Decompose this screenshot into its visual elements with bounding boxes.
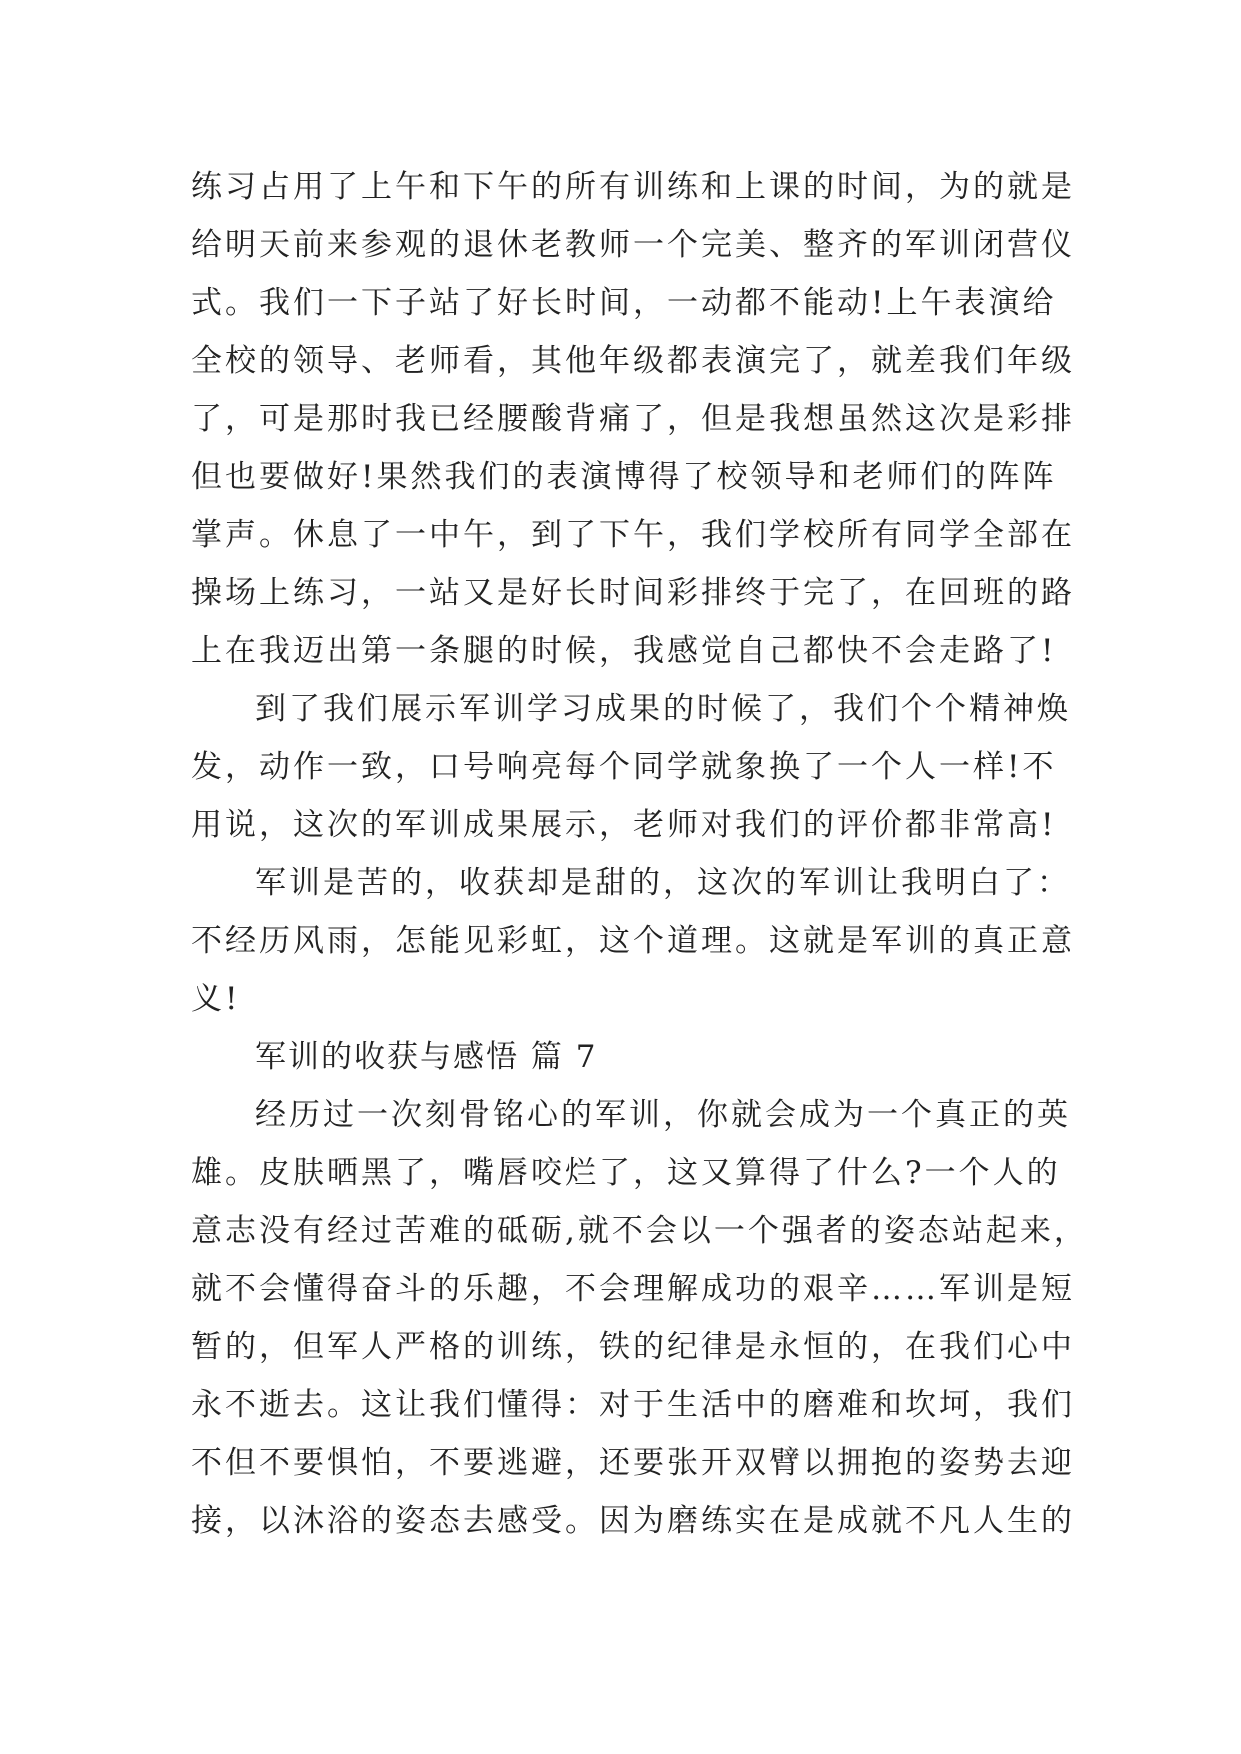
paragraph-line: 军训是苦的，收获却是甜的，这次的军训让我明白了：	[255, 865, 1071, 901]
paragraph-line: 但也要做好!果然我们的表演博得了校领导和老师们的阵阵	[191, 459, 1057, 495]
paragraph-line: 义!	[191, 981, 241, 1017]
paragraph-line: 到了我们展示军训学习成果的时候了，我们个个精神焕	[255, 691, 1071, 727]
paragraph-line: 上在我迈出第一条腿的时候，我感觉自己都快不会走路了!	[191, 633, 1057, 669]
paragraph-line: 给明天前来参观的退休老教师一个完美、整齐的军训闭营仪	[191, 227, 1075, 263]
section-heading: 军训的收获与感悟 篇 7	[255, 1039, 598, 1075]
paragraph-line: 就不会懂得奋斗的乐趣，不会理解成功的艰辛……军训是短	[191, 1271, 1075, 1307]
paragraph-4	[191, 1086, 1088, 1550]
paragraph-line: 暂的，但军人严格的训练，铁的纪律是永恒的，在我们心中	[191, 1329, 1075, 1365]
paragraph-line: 雄。皮肤晒黑了，嘴唇咬烂了，这又算得了什么?一个人的	[191, 1155, 1061, 1191]
paragraph-line: 接，以沐浴的姿态去感受。因为磨练实在是成就不凡人生的	[191, 1503, 1075, 1539]
paragraph-line: 永不逝去。这让我们懂得：对于生活中的磨难和坎坷，我们	[191, 1387, 1075, 1423]
paragraph-3	[191, 854, 1075, 1028]
paragraph-2	[191, 680, 1071, 854]
paragraph-line: 发，动作一致，口号响亮每个同学就象换了一个人一样!不	[191, 749, 1057, 785]
paragraph-line: 不经历风雨，怎能见彩虹，这个道理。这就是军训的真正意	[191, 923, 1075, 959]
paragraph-line: 全校的领导、老师看，其他年级都表演完了，就差我们年级	[191, 343, 1075, 379]
paragraph-line: 经历过一次刻骨铭心的军训，你就会成为一个真正的英	[255, 1097, 1071, 1133]
paragraph-1	[191, 158, 1075, 680]
paragraph-line: 操场上练习，一站又是好长时间彩排终于完了，在回班的路	[191, 575, 1075, 611]
paragraph-line: 练习占用了上午和下午的所有训练和上课的时间，为的就是	[191, 169, 1075, 205]
paragraph-line: 式。我们一下子站了好长时间，一动都不能动!上午表演给	[191, 285, 1057, 321]
paragraph-line: 了，可是那时我已经腰酸背痛了，但是我想虽然这次是彩排	[191, 401, 1075, 437]
document-body	[191, 158, 1088, 1550]
paragraph-line: 不但不要惧怕，不要逃避，还要张开双臂以拥抱的姿势去迎	[191, 1445, 1075, 1481]
paragraph-line: 意志没有经过苦难的砥砺,就不会以一个强者的姿态站起来，	[191, 1213, 1088, 1249]
paragraph-line: 掌声。休息了一中午，到了下午，我们学校所有同学全部在	[191, 517, 1075, 553]
paragraph-line: 用说，这次的军训成果展示，老师对我们的评价都非常高!	[191, 807, 1057, 843]
